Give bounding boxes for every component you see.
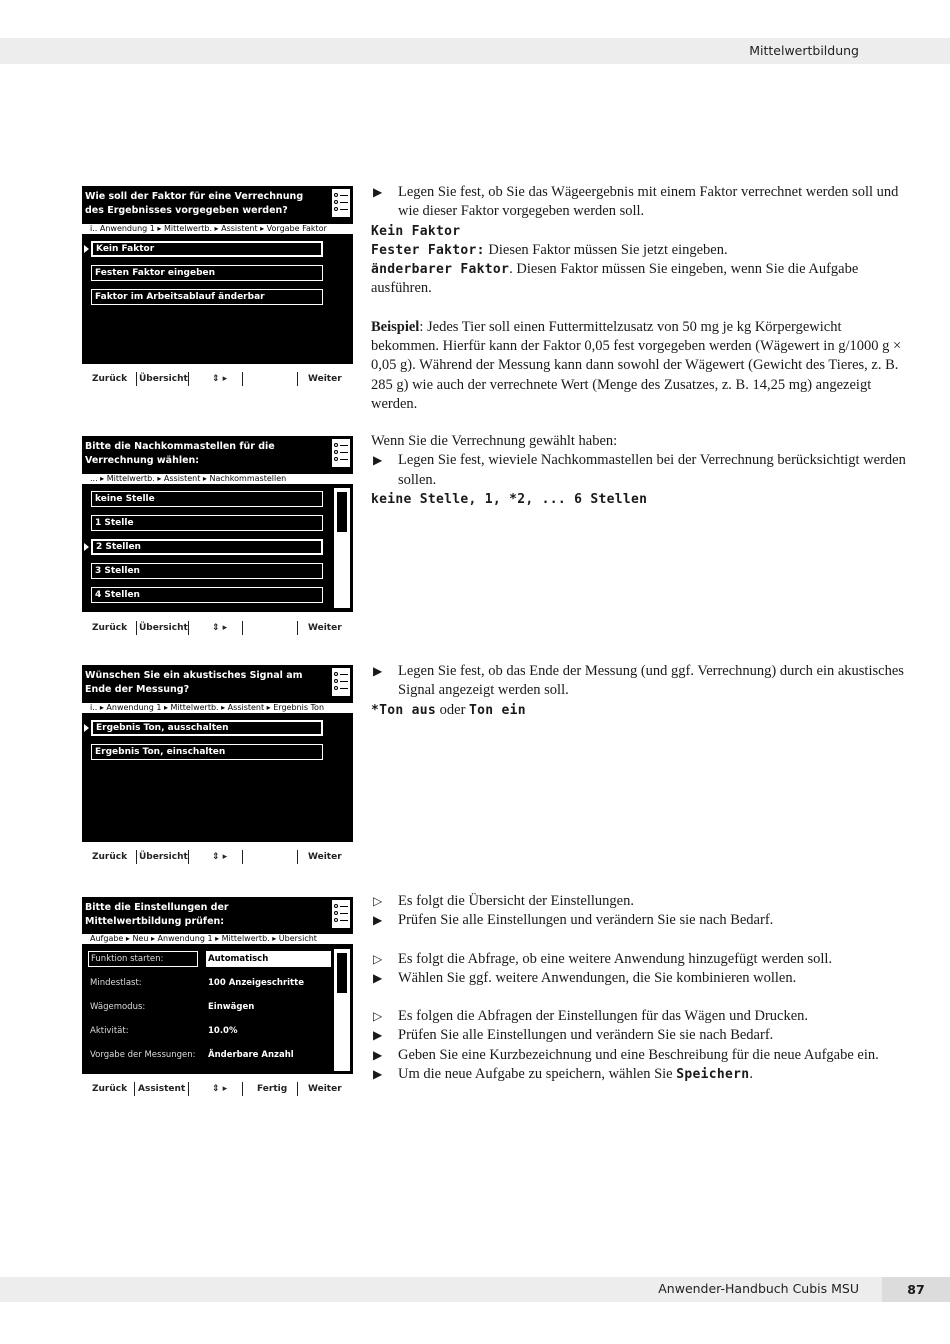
example-paragraph: Beispiel: Jedes Tier soll einen Futtermittelzusatz von 50 mg je kg Körpergewicht bekommen. Hierfür kann der Faktor 0,05 fest vorgegeben werden (Wägewert in g/1000 g × 0,05 g). Während der Messung kann dann sowohl der Wägewert (Gewicht des Tieres, z. B. 285 g) wie auch der verrechnete Wert (Menge des Zusatzes, z. B. 14,25 mg) angezeigt werden. bbox=[371, 318, 902, 412]
section-decimals bbox=[371, 432, 911, 509]
selection-arrow-icon bbox=[84, 724, 89, 732]
option-4-stellen[interactable]: 4 Stellen bbox=[91, 587, 323, 603]
list-icon bbox=[332, 668, 350, 696]
option-festen-faktor[interactable]: Festen Faktor eingeben bbox=[91, 265, 323, 281]
list-icon bbox=[332, 439, 350, 467]
setting-value: Einwägen bbox=[208, 1002, 255, 1012]
screen-title: Bitte die Nachkommastellen für die Verrechnung wählen: bbox=[85, 441, 275, 466]
setting-value: 100 Anzeigeschritte bbox=[208, 978, 304, 988]
next-button[interactable]: Weiter bbox=[308, 374, 342, 384]
option-ton-ein[interactable]: Ergebnis Ton, einschalten bbox=[91, 744, 323, 760]
screen-title: Wie soll der Faktor für eine Verrechnung des Ergebnisses vorgegeben werden? bbox=[85, 191, 304, 216]
result-marker-icon: ▷ bbox=[373, 894, 383, 908]
softkey-bar bbox=[82, 619, 353, 643]
setting-row[interactable] bbox=[88, 1046, 329, 1064]
list-icon bbox=[332, 189, 350, 217]
option-line: Kein Faktor bbox=[371, 223, 461, 239]
device-screen-signal bbox=[82, 665, 353, 842]
action-marker-icon: ▶ bbox=[373, 1067, 383, 1082]
scrollbar[interactable] bbox=[334, 488, 350, 608]
option-1-stelle[interactable]: 1 Stelle bbox=[91, 515, 323, 531]
setting-row[interactable] bbox=[88, 974, 329, 992]
action-marker-icon: ▶ bbox=[373, 913, 383, 928]
result-step: ▷ Es folgt die Übersicht der Einstellungen. bbox=[371, 892, 911, 911]
navigate-button[interactable]: ⇕ ▸ bbox=[212, 623, 228, 633]
setting-key: Funktion starten: bbox=[88, 951, 198, 967]
instruction-step: ▶ Legen Sie fest, ob Sie das Wägeergebnis mit einem Faktor verrechnet werden soll und wie dieser Faktor vorgegeben werden soll. bbox=[373, 184, 899, 220]
breadcrumb: ... ▸ Mittelwertb. ▸ Assistent ▸ Nachkommastellen bbox=[82, 474, 353, 484]
device-screen-decimals bbox=[82, 436, 353, 612]
softkey-bar bbox=[82, 1080, 353, 1104]
header-bar bbox=[0, 38, 950, 64]
option-kein-faktor[interactable]: Kein Faktor bbox=[91, 241, 323, 257]
section-factor bbox=[371, 183, 911, 414]
overview-button[interactable]: Übersicht bbox=[139, 852, 188, 862]
result-step: ▷ Es folgt die Abfrage, ob eine weitere Anwendung hinzugefügt werden soll. bbox=[371, 950, 911, 969]
instruction-step: ▶ Legen Sie fest, wieviele Nachkommastellen bei der Verrechnung berücksichtigt werden sollen. bbox=[373, 452, 906, 488]
list-icon bbox=[332, 900, 350, 928]
setting-value: 10.0% bbox=[208, 1026, 238, 1036]
device-screen-factor bbox=[82, 186, 353, 364]
section-signal bbox=[371, 662, 911, 720]
action-marker-icon: ▶ bbox=[373, 664, 383, 678]
overview-button[interactable]: Übersicht bbox=[139, 623, 188, 633]
setting-key: Mindestlast: bbox=[90, 978, 142, 988]
finish-button[interactable]: Fertig bbox=[257, 1084, 288, 1094]
setting-row[interactable] bbox=[88, 998, 329, 1016]
navigate-button[interactable]: ⇕ ▸ bbox=[212, 1084, 228, 1094]
action-marker-icon: ▶ bbox=[373, 970, 383, 985]
option-keine-stelle[interactable]: keine Stelle bbox=[91, 491, 323, 507]
result-marker-icon: ▷ bbox=[373, 1009, 383, 1024]
instruction-step: ▶ Wählen Sie ggf. weitere Anwendungen, die Sie kombinieren wollen. bbox=[371, 969, 911, 988]
setting-value: Automatisch bbox=[206, 951, 331, 967]
action-marker-icon: ▶ bbox=[373, 185, 383, 199]
option-faktor-aenderbar[interactable]: Faktor im Arbeitsablauf änderbar bbox=[91, 289, 323, 305]
setting-row[interactable] bbox=[88, 1022, 329, 1040]
back-button[interactable]: Zurück bbox=[92, 374, 128, 384]
setting-row[interactable] bbox=[88, 950, 329, 968]
instruction-step: ▶ Legen Sie fest, ob das Ende der Messung (und ggf. Verrechnung) durch ein akustisches Signal angezeigt werden soll. bbox=[373, 663, 904, 699]
breadcrumb: i.. Anwendung 1 ▸ Mittelwertb. ▸ Assistent ▸ Vorgabe Faktor bbox=[82, 224, 353, 234]
instruction-step: ▶ Geben Sie eine Kurzbezeichnung und eine Beschreibung für die neue Aufgabe ein. bbox=[371, 1046, 911, 1065]
option-line: *Ton aus oder Ton ein bbox=[371, 701, 526, 718]
device-screen-overview bbox=[82, 897, 353, 1074]
footer-bar bbox=[0, 1277, 950, 1302]
assistant-button[interactable]: Assistent bbox=[138, 1084, 186, 1094]
intro-text: Wenn Sie die Verrechnung gewählt haben: bbox=[371, 433, 618, 449]
action-marker-icon: ▶ bbox=[373, 453, 383, 468]
action-marker-icon: ▶ bbox=[373, 1047, 383, 1062]
back-button[interactable]: Zurück bbox=[92, 1084, 128, 1094]
page-number: 87 bbox=[882, 1277, 950, 1302]
footer-title: Anwender-Handbuch Cubis MSU bbox=[658, 1281, 859, 1296]
selection-arrow-icon bbox=[84, 543, 89, 551]
instruction-step: ▶ Um die neue Aufgabe zu speichern, wählen Sie Speichern. bbox=[371, 1065, 911, 1084]
overview-button[interactable]: Übersicht bbox=[139, 374, 188, 384]
screen-title: Bitte die Einstellungen der Mittelwertbildung prüfen: bbox=[85, 902, 229, 927]
section-overview bbox=[371, 892, 911, 1084]
result-step: ▷ Es folgen die Abfragen der Einstellungen für das Wägen und Drucken. bbox=[371, 1007, 911, 1026]
option-2-stellen[interactable]: 2 Stellen bbox=[91, 539, 323, 555]
action-marker-icon: ▶ bbox=[373, 1028, 383, 1043]
back-button[interactable]: Zurück bbox=[92, 623, 128, 633]
setting-key: Vorgabe der Messungen: bbox=[90, 1050, 196, 1060]
scrollbar[interactable] bbox=[334, 949, 350, 1071]
option-line: Fester Faktor: Diesen Faktor müssen Sie jetzt eingeben. bbox=[371, 241, 728, 258]
screen-title: Wünschen Sie ein akustisches Signal am Ende der Messung? bbox=[85, 670, 303, 695]
next-button[interactable]: Weiter bbox=[308, 852, 342, 862]
selection-arrow-icon bbox=[84, 245, 89, 253]
setting-key: Aktivität: bbox=[90, 1026, 129, 1036]
option-line: keine Stelle, 1, *2, ... 6 Stellen bbox=[371, 491, 648, 507]
setting-key: Wägemodus: bbox=[90, 1002, 146, 1012]
next-button[interactable]: Weiter bbox=[308, 623, 342, 633]
option-3-stellen[interactable]: 3 Stellen bbox=[91, 563, 323, 579]
navigate-button[interactable]: ⇕ ▸ bbox=[212, 852, 228, 862]
navigate-button[interactable]: ⇕ ▸ bbox=[212, 374, 228, 384]
result-marker-icon: ▷ bbox=[373, 951, 383, 966]
header-title: Mittelwertbildung bbox=[749, 43, 859, 58]
next-button[interactable]: Weiter bbox=[308, 1084, 342, 1094]
instruction-step: ▶ Prüfen Sie alle Einstellungen und verändern Sie sie nach Bedarf. bbox=[371, 1026, 911, 1045]
back-button[interactable]: Zurück bbox=[92, 852, 128, 862]
softkey-bar bbox=[82, 848, 353, 872]
breadcrumb: Aufgabe ▸ Neu ▸ Anwendung 1 ▸ Mittelwertb. ▸ Übersicht bbox=[82, 934, 353, 944]
instruction-step: ▶ Prüfen Sie alle Einstellungen und verändern Sie sie nach Bedarf. bbox=[371, 911, 911, 930]
setting-value: Änderbare Anzahl bbox=[208, 1050, 294, 1060]
softkey-bar bbox=[82, 370, 353, 394]
breadcrumb: i.. ▸ Anwendung 1 ▸ Mittelwertb. ▸ Assistent ▸ Ergebnis Ton bbox=[82, 703, 353, 713]
option-line: änderbarer Faktor. Diesen Faktor müssen Sie eingeben, wenn Sie die Aufgabe ausführen. bbox=[371, 261, 859, 297]
option-ton-aus[interactable]: Ergebnis Ton, ausschalten bbox=[91, 720, 323, 736]
